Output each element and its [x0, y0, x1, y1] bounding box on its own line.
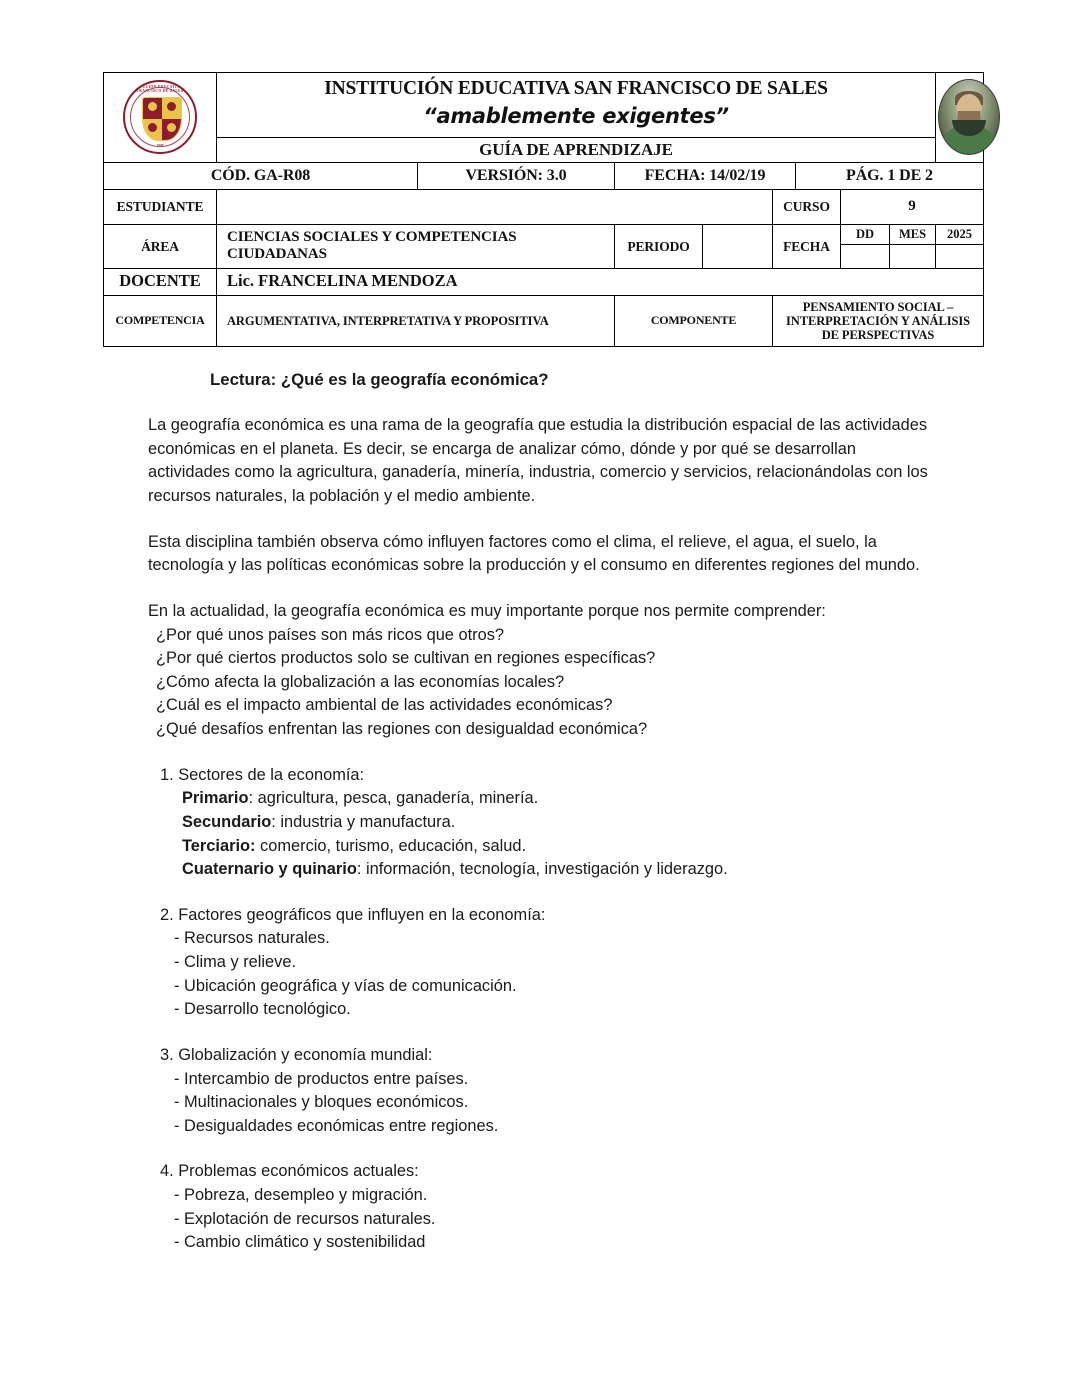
document-type-row — [104, 137, 984, 162]
section-4-item: - Pobreza, desempleo y migración. — [174, 1186, 428, 1205]
question-item: ¿Cómo afecta la globalización a las economías locales? — [156, 672, 565, 691]
estudiante-input[interactable] — [217, 189, 773, 224]
school-crest-cell — [104, 73, 217, 163]
section-4-heading: 4. Problemas económicos actuales: — [160, 1162, 419, 1181]
estudiante-row — [104, 189, 984, 224]
document-type-label: GUÍA DE APRENDIZAJE — [217, 137, 936, 162]
mes-label: MES — [890, 224, 936, 244]
document-body — [148, 368, 938, 1255]
section-3-item: - Multinacionales y bloques económicos. — [174, 1093, 469, 1112]
section-1-item — [182, 787, 938, 811]
section-1-item-term: Terciario: — [182, 836, 256, 855]
section-1-item-rest: : información, tecnología, investigación y liderazgo. — [356, 860, 728, 879]
section-1-item-term: Secundario — [182, 812, 272, 831]
section-3-item: - Intercambio de productos entre países. — [174, 1069, 469, 1088]
question-item: ¿Por qué unos países son más ricos que otros? — [156, 625, 505, 644]
institution-title-cell — [217, 73, 936, 138]
section-1-item — [182, 811, 938, 835]
section-1-item-term: Primario — [182, 789, 249, 808]
paragraph-2: Esta disciplina también observa cómo influyen factores como el clima, el relieve, el agua, el suelo, la tecnología y las políticas económicas sobre la producción y el consumo en diferentes regiones del mundo. — [148, 532, 920, 575]
document-header-table — [103, 72, 984, 347]
section-4 — [160, 1160, 938, 1255]
dd-label: DD — [841, 224, 890, 244]
question-item: ¿Por qué ciertos productos solo se cultivan en regiones específicas? — [156, 649, 656, 668]
institution-slogan: “amablemente exigentes” — [423, 104, 729, 129]
fecha-subheader-row — [104, 224, 984, 244]
document-meta-row — [104, 162, 984, 189]
section-3-heading: 3. Globalización y economía mundial: — [160, 1045, 433, 1064]
section-1-item-term: Cuaternario y quinario — [182, 860, 357, 879]
section-2-heading: 2. Factores geográficos que influyen en la economía: — [160, 905, 546, 924]
crest-quadrant-2 — [162, 98, 181, 119]
crest-quadrant-4 — [162, 119, 181, 140]
periodo-input[interactable] — [703, 224, 773, 268]
curso-value[interactable]: 9 — [841, 189, 984, 224]
fecha-label: FECHA — [773, 224, 841, 268]
section-1-item-rest: comercio, turismo, educación, salud. — [255, 836, 527, 855]
estudiante-label: ESTUDIANTE — [104, 189, 217, 224]
document-code: CÓD. GA-R08 — [104, 162, 418, 189]
docente-value: Lic. FRANCELINA MENDOZA — [217, 268, 984, 295]
question-item: ¿Qué desafíos enfrentan las regiones con desigualdad económica? — [156, 720, 648, 739]
section-2-item: - Ubicación geográfica y vías de comunicación. — [174, 976, 517, 995]
section-1 — [160, 764, 938, 882]
componente-label: COMPONENTE — [615, 295, 773, 346]
header-title-row — [104, 73, 984, 138]
saint-portrait-cell — [936, 73, 984, 163]
institution-title: INSTITUCIÓN EDUCATIVA SAN FRANCISCO DE SALES — [324, 78, 828, 99]
area-label: ÁREA — [104, 224, 217, 268]
questions-intro: En la actualidad, la geografía económica es muy importante porque nos permite comprender: — [148, 601, 826, 620]
area-value: CIENCIAS SOCIALES Y COMPETENCIAS CIUDADANAS — [217, 224, 615, 268]
document-version: VERSIÓN: 3.0 — [418, 162, 615, 189]
section-1-item-rest: : agricultura, pesca, ganadería, minería. — [248, 789, 539, 808]
dd-input[interactable] — [841, 244, 890, 268]
paragraph-1: La geografía económica es una rama de la geografía que estudia la distribución espacial de las actividades económicas en el planeta. Es decir, se encarga de analizar cómo, dónde y por qué se desarrollan actividades como la agricultura, ganadería, minería, industria, comercio y servicios, relacionándolas con los recursos naturales, la población y el medio ambiente. — [148, 416, 928, 506]
curso-label: CURSO — [773, 189, 841, 224]
section-1-item — [182, 858, 938, 882]
crest-ring-label: INSTITUCIÓN EDUCATIVA SAN FRANCISCO DE SALES — [128, 85, 192, 94]
questions-block — [148, 600, 938, 742]
competencia-value: ARGUMENTATIVA, INTERPRETATIVA Y PROPOSITIVA — [217, 295, 615, 346]
crest-quadrant-3 — [143, 119, 162, 140]
saint-francis-de-sales-portrait-icon — [938, 79, 1000, 155]
componente-value: PENSAMIENTO SOCIAL – INTERPRETACIÓN Y ANÁLISIS DE PERSPECTIVAS — [773, 295, 984, 346]
question-item: ¿Cuál es el impacto ambiental de las actividades económicas? — [156, 696, 613, 715]
anio-label: 2025 — [936, 224, 984, 244]
section-1-item — [182, 835, 938, 859]
crest-shield-icon — [142, 97, 182, 141]
competencia-label: COMPETENCIA — [104, 295, 217, 346]
section-1-heading: 1. Sectores de la economía: — [160, 765, 365, 784]
crest-quadrant-1 — [143, 98, 162, 119]
section-3-item: - Desigualdades económicas entre regiones. — [174, 1116, 499, 1135]
mes-input[interactable] — [890, 244, 936, 268]
section-4-item: - Explotación de recursos naturales. — [174, 1209, 436, 1228]
docente-label: DOCENTE — [104, 268, 217, 295]
crest-base-label: 1908 — [156, 142, 164, 147]
section-2-item: - Recursos naturales. — [174, 929, 330, 948]
document-date: FECHA: 14/02/19 — [615, 162, 796, 189]
section-2-item: - Clima y relieve. — [174, 953, 297, 972]
competencia-row — [104, 295, 984, 346]
anio-input[interactable] — [936, 244, 984, 268]
periodo-label: PERIODO — [615, 224, 703, 268]
school-crest-icon — [123, 80, 197, 154]
docente-row — [104, 268, 984, 295]
section-4-item: - Cambio climático y sostenibilidad — [174, 1233, 426, 1252]
section-2-item: - Desarrollo tecnológico. — [174, 1000, 351, 1019]
section-3 — [160, 1044, 938, 1139]
document-page: PÁG. 1 DE 2 — [796, 162, 984, 189]
reading-title: Lectura: ¿Qué es la geografía económica? — [210, 370, 549, 389]
section-1-item-rest: : industria y manufactura. — [271, 812, 456, 831]
section-2 — [160, 904, 938, 1022]
